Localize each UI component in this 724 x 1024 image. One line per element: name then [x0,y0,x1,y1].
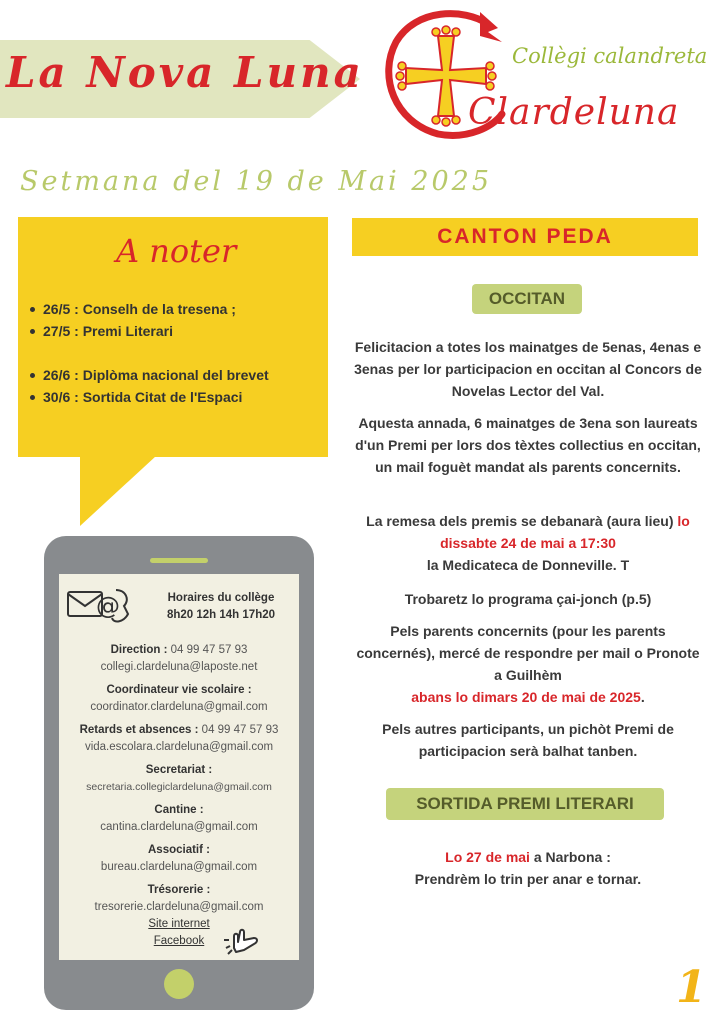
paragraph-program: Trobaretz lo programa çai-jonch (p.5) [404,591,652,607]
phone-home-button [164,969,194,999]
school-hours [148,590,294,624]
bullet-icon [30,395,35,400]
svg-text:@: @ [96,592,120,620]
email-phone-icon [66,584,134,628]
bullet-icon [30,307,35,312]
respond-text: Pels parents concernits (pour les parents concernés), mercé de respondre per mail o Pronote a Guilhèm [356,623,700,683]
site-internet-link[interactable]: Site internet [148,918,210,930]
newsletter-title: La Nova Luna [6,48,364,97]
direction-label: Direction : [110,644,168,656]
coordinator-email[interactable]: coordinator.clardeluna@gmail.com [90,701,268,713]
paragraph-trip [352,846,704,890]
notes-title: A noter [116,232,237,270]
bullet-icon [30,329,35,334]
note-date: 30/6 [43,389,71,405]
paragraph-laureates: Aquesta annada, 6 mainatges de 3ena son laureats d'un Premi per lors dos tèxtes collectius en occitan, un mail foguèt mandat als parents concernits. [355,415,701,475]
cantine-label: Cantine : [154,804,204,816]
facebook-link[interactable]: Facebook [153,935,205,947]
notes-list [26,298,326,408]
list-item: 26/5 : Conselh de la tresena ; [26,298,326,320]
direction-phone: 04 99 47 57 93 [170,644,248,656]
cantine-email[interactable]: cantina.clardeluna@gmail.com [100,821,258,833]
pointing-hand-icon [220,918,264,958]
associatif-email[interactable]: bureau.clardeluna@gmail.com [100,861,258,873]
secretariat-label: Secretariat : [145,764,213,776]
bullet-icon [30,373,35,378]
ceremony-date: lo dissabte 24 de mai a 17:30 [440,513,690,551]
tresorerie-label: Trésorerie : [147,884,211,896]
ceremony-text: La remesa dels premis se debanarà (aura lieu) [366,513,674,529]
paragraph-participants: Pels autres participants, un pichòt Premi de participacion serà balhat tanben. [382,721,674,759]
list-item: 26/6 : Diplòma nacional del brevet [26,364,326,386]
note-date: 27/5 [43,323,71,339]
trip-detail: Prendrèm lo trin per anar e tornar. [414,871,642,887]
contact-list [60,642,298,950]
paragraph-respond [352,620,704,708]
paragraph-ceremony [352,510,704,576]
note-date: 26/5 [43,301,71,317]
college-name: Clardeluna [468,92,680,133]
note-text: Premi Literari [82,323,173,339]
occitan-tag: OCCITAN [472,284,582,314]
hours-value: 8h20 12h 14h 17h20 [166,609,276,621]
sortida-tag: SORTIDA PREMI LITERARI [386,788,664,820]
canton-peda-heading: CANTON PEDA [352,218,698,256]
page-number: 1 [676,962,707,1013]
respond-end: . [640,689,645,705]
absences-label: Retards et absences : [79,724,199,736]
associatif-label: Associatif : [148,844,210,856]
college-subtitle: Collègi calandreta [512,44,708,68]
secretariat-email[interactable]: secretaria.collegiclardeluna@gmail.com [86,781,272,793]
note-text: Sortida Citat de l'Espaci [82,389,243,405]
list-item: 30/6 : Sortida Citat de l'Espaci [26,386,326,408]
absences-email[interactable]: vida.escolara.clardeluna@gmail.com [84,741,274,753]
trip-place: a Narbona : [533,849,611,865]
hours-title: Horaires du collège [167,592,275,604]
list-item: 27/5 : Premi Literari [26,320,326,342]
phone-speaker [150,558,208,563]
week-heading: Setmana del 19 de Mai 2025 [20,166,493,197]
notes-bubble-tail [80,456,156,526]
note-text: Diplòma nacional del brevet [82,367,269,383]
respond-deadline: abans lo dimars 20 de mai de 2025 [411,689,641,705]
absences-phone: 04 99 47 57 93 [201,724,279,736]
tresorerie-email[interactable]: tresorerie.clardeluna@gmail.com [94,901,264,913]
ceremony-place: la Medicateca de Donneville. T [426,557,630,573]
direction-email[interactable]: collegi.clardeluna@laposte.net [100,661,258,673]
paragraph-congrats: Felicitacion a totes los mainatges de 5enas, 4enas e 3enas per lor participacion en occitan al Concors de Novelas Lector del Val. [354,339,702,399]
note-text: Conselh de la tresena ; [82,301,236,317]
note-date: 26/6 [43,367,71,383]
trip-date: Lo 27 de mai [445,849,530,865]
coordinator-label: Coordinateur vie scolaire : [106,684,252,696]
